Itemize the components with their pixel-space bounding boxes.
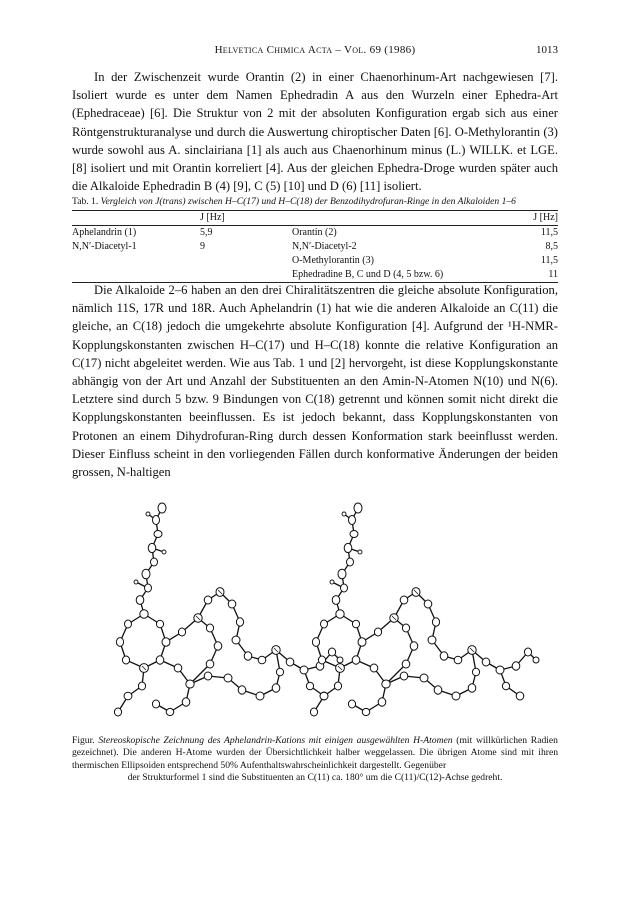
table-cell-left-name — [72, 254, 200, 268]
table-cell-right-name: Ephedradine B, C und D (4, 5 bzw. 6) — [292, 269, 444, 280]
paragraph-orantin — [72, 68, 558, 195]
figure-caption-last-line: der Strukturformel 1 sind die Substituenten an C(11) ca. 180° um die C(11)/C(12)-Achse gedreht. — [127, 771, 503, 783]
table-cell-left-j: 9 — [200, 241, 205, 252]
journal-title: Helvetica Chimica Acta – Vol. 69 (1986) — [214, 44, 416, 56]
ortep-right-view — [310, 503, 539, 716]
table-cell-right-j: 8,5 — [545, 241, 558, 252]
table-header-empty-right — [292, 211, 506, 226]
figure-caption-title: Stereoskopische Zeichnung des Aphelandrin-Kations mit einigen ausgewählten H-Atomen — [98, 735, 453, 746]
paragraph-configuration-text: Die Alkaloide 2–6 haben an den drei Chiralitätszentren die gleiche absolute Konfiguration, nämlich 11S, 17R und 18R. Auch Aphelandrin (1) hat wie die anderen Alkaloide an C(11) die gleiche, an C(18) jedoch die umgekehrte absolute Konfiguration [4]. Aufgrund der ¹H-NMR-Kopplungskonstanten zwischen H–C(17) und H–C(18) konnte die relative Konfiguration an C(17) nicht abgeleitet werden. Wie aus Tab. 1 und [2] hervorgeht, ist diese Kopplungskonstante abhängig von der Art und Anzahl der Substituenten an den Amin-N-Atomen N(10) und N(6). Letztere sind durch 5 bzw. 9 Bindungen von C(18) getrennt und können somit nicht direkt die Kopplungskonstanten beeinflussen. Es ist jedoch bekannt, dass Kopplungskonstanten von Protonen an einem Dihydrofuran-Ring durch dessen Konformation stark beeinflusst werden. Dieser Einfluss scheint in den vorliegenden Fällen durch konformative Änderungen der beiden grossen, N-haltigen — [72, 283, 558, 480]
table-caption-text: Vergleich von J(trans) zwischen H–C(17) und H–C(18) der Benzodihydrofuran-Ringe in den Alkaloiden 1–6 — [100, 196, 516, 207]
table-cell-right-name: N,N′-Diacetyl-2 — [292, 241, 357, 252]
figure-caption-text: (mit willkürlichen Radien gezeichnet). Die anderen H-Atome wurden der Übersichtlichkeit halber weggelassen. Die übrigen Atome sind mit ihren thermischen Ellipsoiden entsprechend 50% Aufenthaltswahrscheinlichkeit dargestellt. Gegenüber — [72, 735, 558, 771]
table-header-empty-left — [72, 211, 200, 226]
table-cell-right-j: 11,5 — [540, 227, 558, 238]
table-cell-right-j: 11,5 — [540, 255, 558, 266]
table-row — [72, 254, 558, 268]
table-caption — [72, 196, 558, 207]
ortep-left-view — [114, 503, 343, 716]
table-header-j-left: J [Hz] — [200, 212, 225, 223]
table-header-row — [72, 211, 558, 226]
table-header-j-right: J [Hz] — [533, 212, 558, 223]
table-cell-right-name: O-Methylorantin (3) — [292, 255, 374, 266]
table-cell-left-j: 5,9 — [200, 227, 213, 238]
table-cell-right-j: 11 — [548, 269, 558, 280]
table-row — [72, 240, 558, 254]
figure-caption — [72, 735, 558, 784]
table-row — [72, 226, 558, 241]
table-cell-left-j — [200, 254, 292, 268]
paragraph-configuration — [72, 281, 558, 481]
coupling-constant-table — [72, 210, 558, 283]
figure-caption-label: Figur. — [72, 735, 95, 746]
table-cell-left-name: N,N′-Diacetyl-1 — [72, 241, 137, 252]
running-header — [72, 44, 558, 58]
table-caption-label: Tab. 1. — [72, 196, 99, 207]
table-cell-right-name: Orantin (2) — [292, 227, 337, 238]
stereo-ortep-figure — [90, 500, 540, 722]
page-number: 1013 — [536, 44, 558, 56]
table-cell-left-name: Aphelandrin (1) — [72, 227, 137, 238]
paragraph-orantin-text: In der Zwischenzeit wurde Orantin (2) in einer Chaenorhinum-Art nachgewiesen [7]. Isoliert wurde es unter dem Namen Ephedradin A aus den Wurzeln einer Ephedra-Art (Ephedraceae) [6]. Die Struktur von 2 mit der absoluten Konfiguration ergab sich aus einer Röntgenstrukturanalyse und durch die Auswertung chiroptischer Daten [6]. O-Methylorantin (3) wurde sowohl aus A. sinclairiana [1] als auch aus Chaenorhinum minus (L.) WILLK. et LGE. [8] isoliert und mit Orantin korreliert [4]. Aus der gleichen Ephedra-Droge wurden später auch die Alkaloide Ephedradin B (4) [9], C (5) [10] und D (6) [11] isoliert. — [72, 70, 558, 194]
